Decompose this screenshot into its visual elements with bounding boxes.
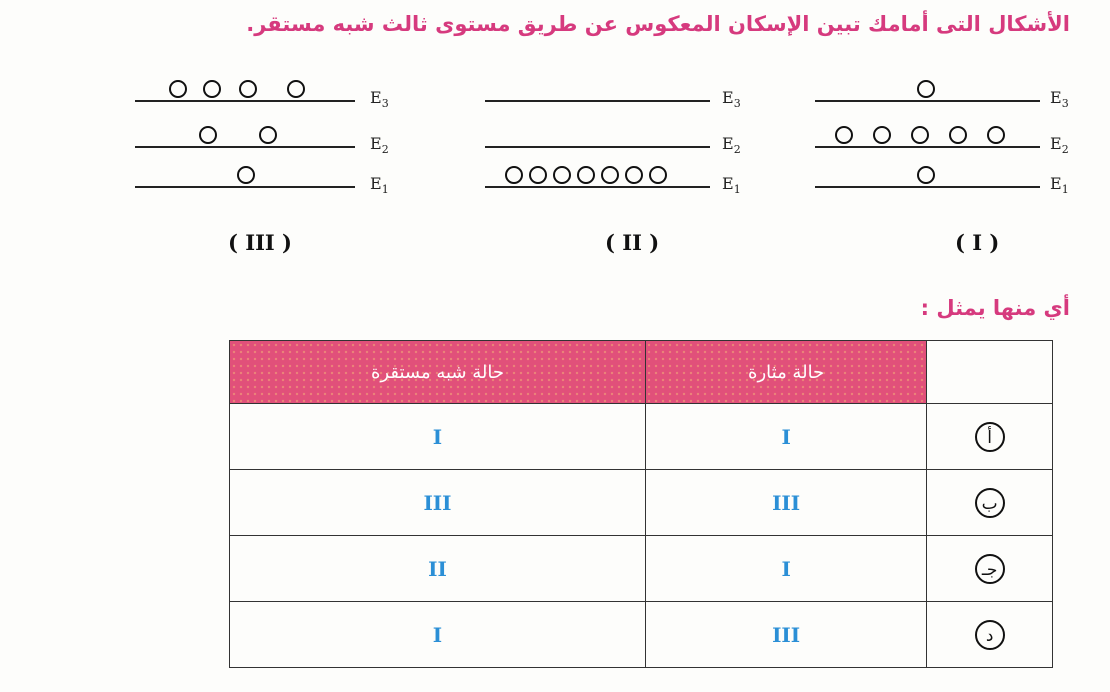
option-b[interactable]: ب [975, 488, 1005, 518]
option-cell[interactable] [927, 404, 1053, 470]
energy-level-e3 [815, 100, 1040, 102]
particle [873, 126, 891, 144]
diagram-II [485, 72, 785, 202]
particle [169, 80, 187, 98]
particle [601, 166, 619, 184]
particle [287, 80, 305, 98]
table-row[interactable] [230, 536, 1053, 602]
particle [237, 166, 255, 184]
question-text: أي منها يمثل : [920, 296, 1070, 320]
table-header-row [230, 341, 1053, 404]
option-d[interactable]: د [975, 620, 1005, 650]
option-c[interactable]: جـ [975, 554, 1005, 584]
excited-cell: III [645, 470, 926, 536]
header-excited: حالة مثارة [645, 341, 926, 404]
energy-level-e1 [815, 186, 1040, 188]
excited-cell: I [645, 404, 926, 470]
level-label-e2: $E_2$ [1050, 134, 1069, 157]
energy-level-e3 [485, 100, 710, 102]
level-label-e1: $E_1$ [722, 174, 741, 197]
metastable-cell: I [230, 404, 646, 470]
energy-level-e1 [485, 186, 710, 188]
energy-level-e3 [135, 100, 355, 102]
option-a[interactable]: أ [975, 422, 1005, 452]
excited-cell: III [645, 602, 926, 668]
level-label-e3: $E_3$ [1050, 88, 1069, 111]
particle [835, 126, 853, 144]
option-cell[interactable] [927, 602, 1053, 668]
figure-label-I: ( I ) [955, 230, 1000, 255]
diagram-III [135, 72, 435, 202]
level-label-e3: $E_3$ [722, 88, 741, 111]
particle [649, 166, 667, 184]
level-label-e3: $E_3$ [370, 88, 389, 111]
metastable-cell: III [230, 470, 646, 536]
particle [987, 126, 1005, 144]
level-label-e1: $E_1$ [370, 174, 389, 197]
energy-level-e2 [135, 146, 355, 148]
energy-level-e2 [485, 146, 710, 148]
level-label-e2: $E_2$ [722, 134, 741, 157]
particle [239, 80, 257, 98]
particle [917, 80, 935, 98]
energy-level-e2 [815, 146, 1040, 148]
table-row[interactable] [230, 470, 1053, 536]
header-blank [927, 341, 1053, 404]
metastable-cell: II [230, 536, 646, 602]
particle [577, 166, 595, 184]
figure-label-III: ( III ) [228, 230, 292, 255]
header-metastable: حالة شبه مستقرة [230, 341, 646, 404]
figure-label-II: ( II ) [605, 230, 660, 255]
question-title: الأشكال التى أمامك تبين الإسكان المعكوس عن طريق مستوى ثالث شبه مستقر. [246, 12, 1070, 36]
diagram-I [815, 72, 1095, 202]
particle [911, 126, 929, 144]
particle [553, 166, 571, 184]
level-label-e1: $E_1$ [1050, 174, 1069, 197]
excited-cell: I [645, 536, 926, 602]
particle [529, 166, 547, 184]
particle [949, 126, 967, 144]
particle [625, 166, 643, 184]
table-row[interactable] [230, 404, 1053, 470]
particle [203, 80, 221, 98]
option-cell[interactable] [927, 536, 1053, 602]
particle [505, 166, 523, 184]
metastable-cell: I [230, 602, 646, 668]
particle [259, 126, 277, 144]
table-row[interactable] [230, 602, 1053, 668]
energy-level-e1 [135, 186, 355, 188]
particle [199, 126, 217, 144]
option-cell[interactable] [927, 470, 1053, 536]
level-label-e2: $E_2$ [370, 134, 389, 157]
particle [917, 166, 935, 184]
answer-table [229, 340, 1053, 668]
